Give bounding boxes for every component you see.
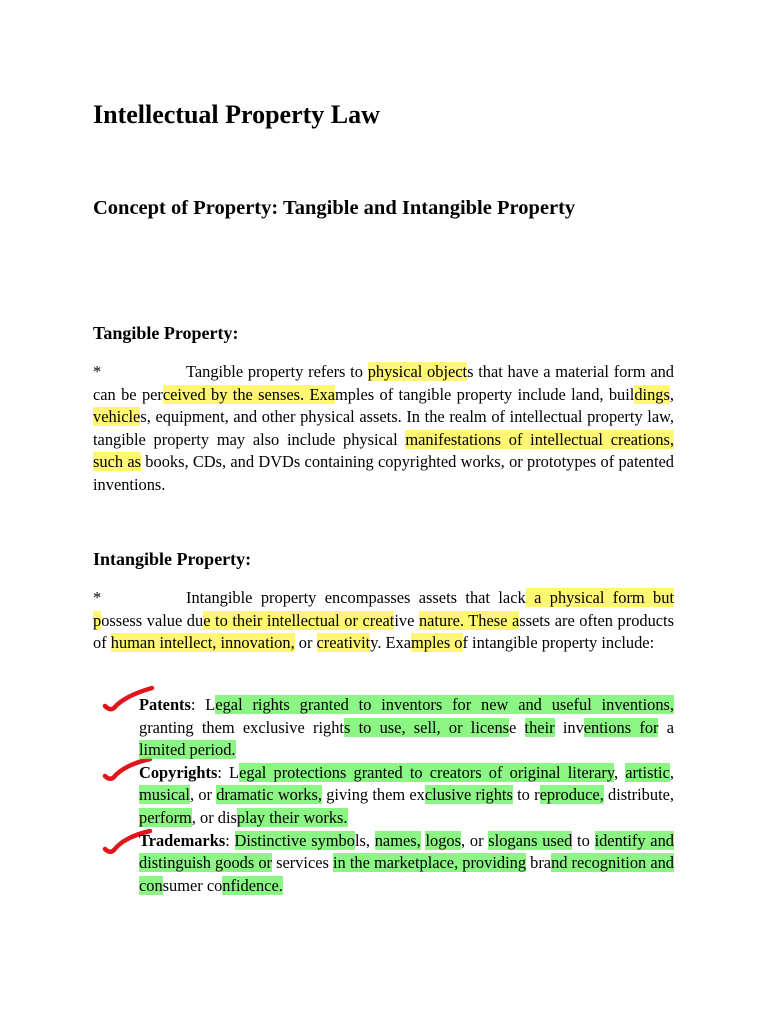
highlight-green: play their works. [236,807,348,827]
highlight-green: s to use, sell, or licens [343,717,510,737]
intangible-examples-list [139,694,674,897]
highlight-yellow: mples o [411,633,463,653]
text-run: to [572,830,595,850]
highlight-yellow: e to their intellectual or creat [203,610,395,630]
highlight-green: logos [425,830,462,850]
text-run: , or [189,785,217,805]
text-run: y. Exa [370,633,412,653]
text-run: f intangible property include: [462,633,655,653]
list-item-patents [139,694,674,762]
highlight-yellow: nature. These a [418,610,520,630]
text-run: , [614,762,626,782]
term-copyrights: Copyrights [139,762,218,782]
text-run: giving them ex [321,785,425,805]
text-run: or [294,633,317,653]
list-item-copyrights [139,762,674,830]
text-run: s that have a material form and can be per [93,362,674,404]
text-run: : L [190,695,216,714]
text-run: ossess value du [101,610,204,630]
highlight-green: names, [374,830,421,850]
highlight-green: perform [139,807,192,827]
text-run: Tangible property refers to [186,362,368,381]
text-run: , [669,384,674,404]
text-run: granting them exclusive right [139,717,344,737]
tangible-paragraph [93,361,674,497]
highlight-yellow: creativit [316,633,371,653]
text-run: : L [217,762,240,782]
text-run: books, CDs, and DVDs containing copyrighted works, or prototypes of patented inventions. [93,452,674,494]
text-run: , or [461,830,489,850]
document-title: Intellectual Property Law [93,100,380,129]
text-run: Intangible property encompasses assets that lack [186,588,526,607]
highlight-yellow: vehicle [93,407,141,427]
text-run: e [509,717,525,737]
highlight-green: egal rights granted to inventors for new and useful inventions, [215,695,674,714]
highlight-yellow: ceived by the senses. Exa [162,384,335,404]
highlight-green: nfidence. [222,875,283,895]
highlight-green: egal protections granted to creators of original literary [239,762,614,782]
highlight-yellow: manifestations of intellectual creations, such as [93,429,674,472]
bullet-asterisk: * [93,588,102,607]
text-run: , [669,762,674,782]
highlight-yellow: human intellect, innovation, [110,633,295,653]
highlight-yellow: dings [634,384,670,404]
intangible-heading: Intangible Property: [93,549,252,569]
text-run: ssets are often products of [93,610,674,653]
highlight-green: Distinctive symbo [234,830,355,850]
document-subtitle: Concept of Property: Tangible and Intangible Property [93,197,576,219]
text-run: services [271,853,333,873]
text-run: a [658,717,675,737]
text-run: sumer co [162,875,223,895]
highlight-green: clusive rights [424,785,513,805]
text-run: bra [526,853,552,873]
bullet-asterisk: * [93,362,102,381]
text-run: ls, [354,830,375,850]
text-run: s, equipment, and other physical assets. In the realm of intellectual property law, tangible property may also include physical [93,407,674,449]
highlight-green: slogans used [488,830,573,850]
highlight-green: artistic [625,762,670,782]
text-run: inv [554,717,584,737]
intangible-paragraph [93,587,674,655]
highlight-green: identify and distinguish goods or [139,830,674,873]
text-run: to r [512,785,540,805]
term-trademarks: Trademarks [139,830,226,850]
highlight-green: in the marketplace, providing [333,853,527,873]
list-item-trademarks [139,830,674,898]
term-patents: Patents [139,695,191,714]
highlight-green: nd recognition and con [139,853,674,895]
text-run: ive [394,610,419,630]
highlight-green: dramatic works, [216,785,322,805]
tangible-heading: Tangible Property: [93,323,239,343]
highlight-yellow: a physical form but p [93,588,675,630]
text-run: distribute, [603,785,675,805]
text-run: , or dis [191,807,237,827]
highlight-green: limited period. [139,740,236,760]
highlight-green: entions for [583,717,659,737]
highlight-green: musical [139,785,190,805]
highlight-green: their [524,717,555,737]
text-run: : [225,830,235,850]
text-run: mples of tangible property include land, buil [334,384,635,404]
highlight-green: eproduce, [539,785,604,805]
highlight-yellow: physical object [367,362,468,381]
